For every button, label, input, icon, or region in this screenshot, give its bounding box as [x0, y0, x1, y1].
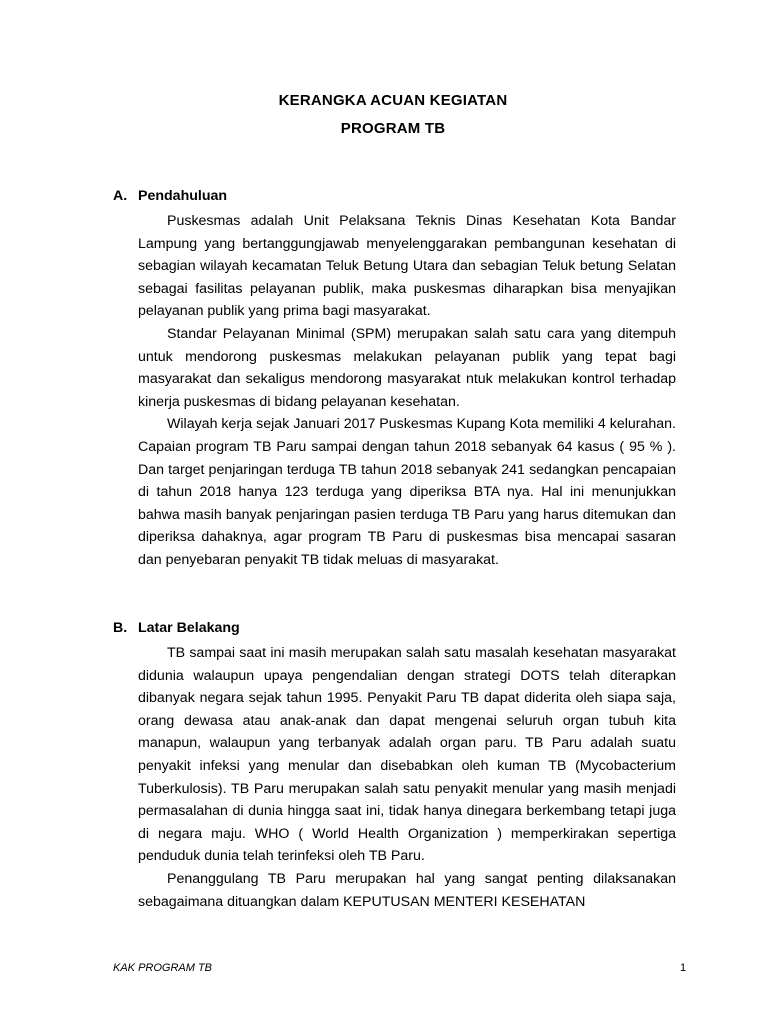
paragraph: Penanggulang TB Paru merupakan hal yang sangat penting dilaksanakan sebagaimana dituangkan dalam KEPUTUSAN MENTERI KESEHATAN: [138, 870, 676, 910]
footer-document-label: KAK PROGRAM TB: [113, 962, 213, 974]
document-title-line1: KERANGKA ACUAN KEGIATAN: [278, 92, 508, 109]
section-body-pendahuluan: [138, 210, 676, 572]
section-heading-pendahuluan: [113, 188, 227, 204]
paragraph: Puskesmas adalah Unit Pelaksana Teknis Dinas Kesehatan Kota Bandar Lampung yang bertanggungjawab menyelenggarakan pembangunan kesehatan di sebagian wilayah kecamatan Teluk Betung Utara dan sebagian Teluk betung Selatan sebagai fasilitas pelayanan publik, maka puskesmas diharapkan bisa menyajikan pelayanan publik yang prima bagi masyarakat.: [138, 213, 676, 320]
section-title: Pendahuluan: [138, 188, 228, 204]
section-heading-latar-belakang: [113, 620, 240, 636]
section-letter: A.: [113, 188, 128, 204]
paragraph: Wilayah kerja sejak Januari 2017 Puskesmas Kupang Kota memiliki 4 kelurahan. Capaian program TB Paru sampai dengan tahun 2018 sebanyak 64 kasus ( 95 % ). Dan target penjaringan terduga TB tahun 2018 sebanyak 241 sedangkan pencapaian di tahun 2018 hanya 123 terduga yang diperiksa BTA nya. Hal ini menunjukkan bahwa masih banyak penjaringan pasien terduga TB Paru yang harus ditemukan dan diperiksa dahaknya, agar program TB Paru di puskesmas bisa mencapai sasaran dan penyebaran penyakit TB tidak meluas di masyarakat.: [138, 416, 676, 568]
paragraph: TB sampai saat ini masih merupakan salah satu masalah kesehatan masyarakat didunia walaupun upaya pengendalian dengan strategi DOTS telah diterapkan dibanyak negara sejak tahun 1995. Penyakit Paru TB dapat diderita oleh siapa saja, orang dewasa atau anak-anak dan dapat mengenai seluruh organ tubuh kita manapun, walaupun yang terbanyak adalah organ paru. TB Paru adalah suatu penyakit infeksi yang menular dan disebabkan oleh kuman TB (Mycobacterium Tuberkulosis). TB Paru merupakan salah satu penyakit menular yang masih menjadi permasalahan di dunia hingga saat ini, tidak hanya dinegara berkembang tetapi juga di negara maju. WHO ( World Health Organization ) memperkirakan sepertiga penduduk dunia telah terinfeksi oleh TB Paru.: [138, 645, 676, 865]
section-title: Latar Belakang: [138, 620, 240, 636]
paragraph: Standar Pelayanan Minimal (SPM) merupakan salah satu cara yang ditempuh untuk mendorong puskesmas melakukan pelayanan publik yang tepat bagi masyarakat dan sekaligus mendorong masyarakat ntuk melakukan kontrol terhadap kinerja puskesmas di bidang pelayanan kesehatan.: [138, 325, 676, 410]
section-body-latar-belakang: [138, 642, 676, 913]
document-title-line2: PROGRAM TB: [340, 120, 446, 137]
footer-page-number: 1: [680, 962, 687, 974]
section-letter: B.: [113, 620, 128, 636]
